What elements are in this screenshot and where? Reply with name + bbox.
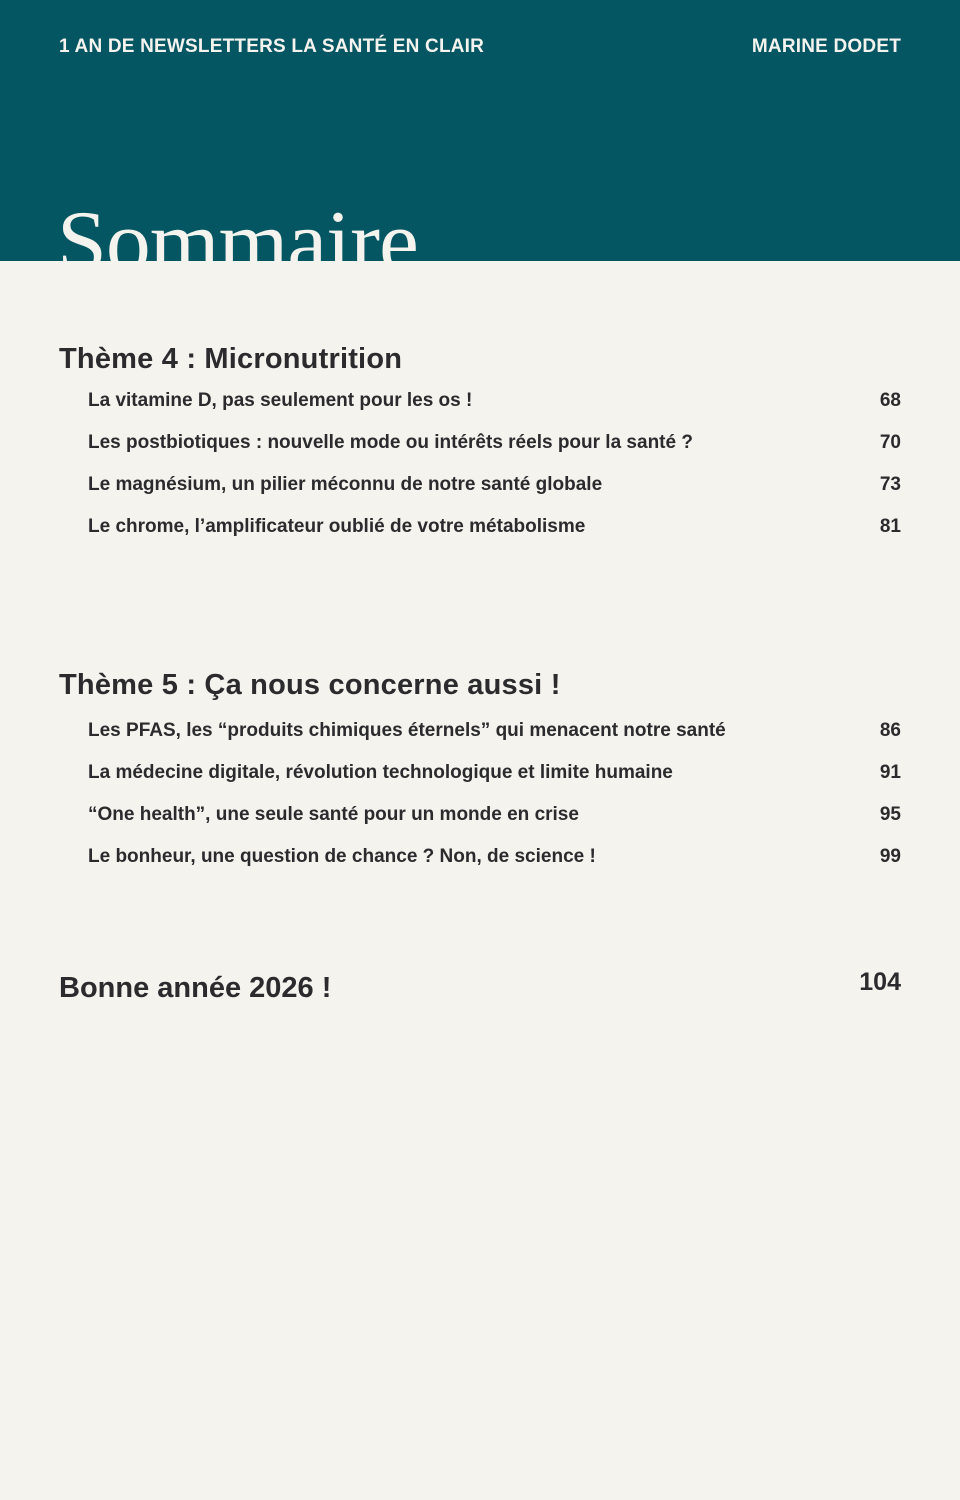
toc-entry[interactable] xyxy=(59,794,901,836)
toc-entry[interactable] xyxy=(59,506,901,548)
toc-entry-page: 86 xyxy=(879,720,901,741)
toc-entry-title: Les postbiotiques : nouvelle mode ou intérêts réels pour la santé ? xyxy=(88,432,693,453)
toc-entry-page: 73 xyxy=(879,474,901,495)
toc-entry-page: 95 xyxy=(879,804,901,825)
toc-entry-page: 70 xyxy=(879,432,901,453)
closing-title: Bonne année 2026 ! xyxy=(59,972,332,1004)
toc-entry-title: Le chrome, l’amplificateur oublié de votre métabolisme xyxy=(88,516,586,537)
series-title: 1 AN DE NEWSLETTERS LA SANTÉ EN CLAIR xyxy=(59,36,485,57)
author-name: MARINE DODET xyxy=(751,36,901,57)
toc-section-theme-5 xyxy=(59,668,901,878)
toc-entry[interactable] xyxy=(59,710,901,752)
page-title: Sommaire xyxy=(57,193,418,291)
toc-closing-entry[interactable] xyxy=(59,968,901,1005)
toc-entry-title: Les PFAS, les “produits chimiques éternels” qui menacent notre santé xyxy=(88,720,726,741)
toc-entry-page: 81 xyxy=(879,516,901,537)
toc-entry[interactable] xyxy=(59,836,901,878)
toc-entry-title: Le magnésium, un pilier méconnu de notre santé globale xyxy=(88,474,603,495)
toc-entry[interactable] xyxy=(59,752,901,794)
toc-entry[interactable] xyxy=(59,464,901,506)
closing-page: 104 xyxy=(859,968,901,996)
toc-entry[interactable] xyxy=(59,380,901,422)
toc-entry-page: 68 xyxy=(879,390,901,411)
toc-entry-title: “One health”, une seule santé pour un monde en crise xyxy=(88,804,579,825)
header-banner xyxy=(0,0,960,291)
toc-entry-title: La médecine digitale, révolution technologique et limite humaine xyxy=(88,762,673,783)
toc-entry-page: 91 xyxy=(879,762,901,783)
toc-entry-title: La vitamine D, pas seulement pour les os ! xyxy=(88,390,473,411)
toc-entry-page: 99 xyxy=(879,846,901,867)
toc-entry-title: Le bonheur, une question de chance ? Non, de science ! xyxy=(88,846,596,867)
toc-entry[interactable] xyxy=(59,422,901,464)
header-top-bar xyxy=(59,36,901,58)
theme-title: Thème 5 : Ça nous concerne aussi ! xyxy=(59,669,561,701)
toc-section-theme-4 xyxy=(59,342,901,548)
theme-title: Thème 4 : Micronutrition xyxy=(59,343,403,375)
